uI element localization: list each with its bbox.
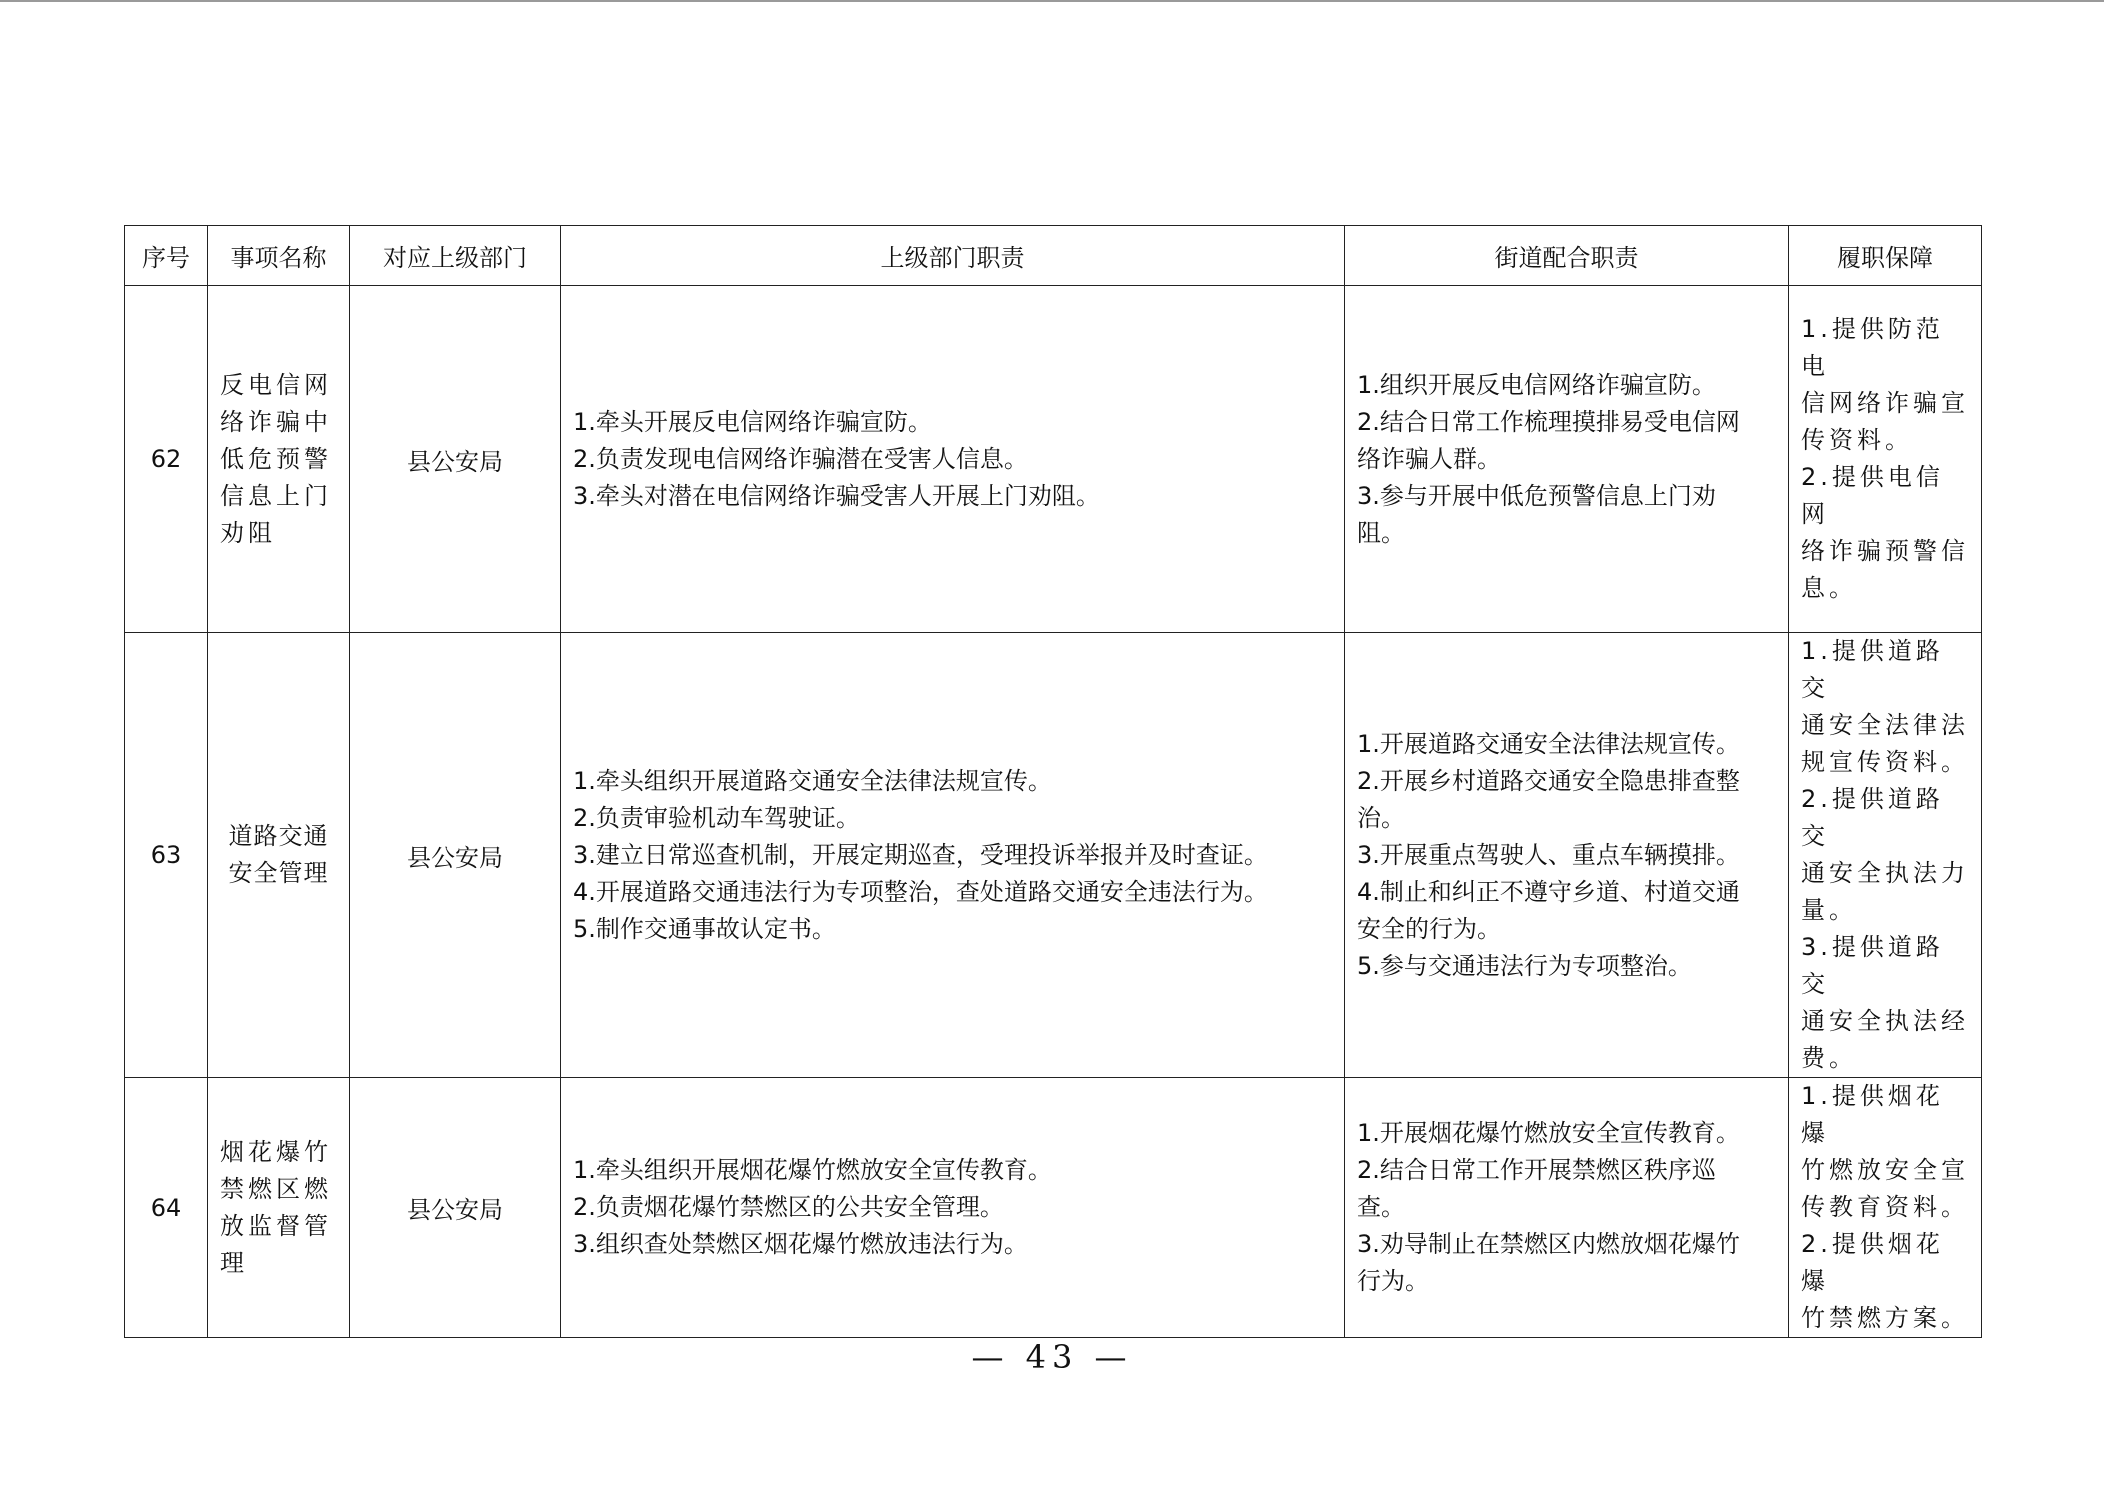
row-number: 64: [125, 1078, 208, 1338]
table-row: [125, 1078, 1982, 1338]
department-cell: 县公安局: [350, 1078, 561, 1338]
street-duty-cell: [1345, 633, 1789, 1078]
guarantee-cell: [1789, 1078, 1982, 1338]
guarantee-line: 竹禁燃方案。: [1801, 1304, 1969, 1332]
street-duty-line: 5.参与交通违法行为专项整治。: [1357, 951, 1692, 980]
guarantee-line: 竹燃放安全宣: [1801, 1156, 1969, 1184]
upper-duty-line: 5.制作交通事故认定书。: [573, 914, 836, 943]
guarantee-line: 通安全执法力: [1801, 859, 1969, 887]
guarantee-line: 规宣传资料。: [1801, 748, 1969, 776]
guarantee-line: 通安全法律法: [1801, 711, 1969, 739]
upper-duty-line: 3.组织查处禁燃区烟花爆竹燃放违法行为。: [573, 1230, 1028, 1258]
upper-duty-line: 2.负责烟花爆竹禁燃区的公共安全管理。: [573, 1193, 1004, 1221]
upper-duty-line: 1.牵头组织开展道路交通安全法律法规宣传。: [573, 766, 1052, 795]
upper-duty-cell: [561, 633, 1345, 1078]
item-name-line: 道路交通: [228, 822, 329, 850]
guarantee-line: 2.提供烟花爆: [1801, 1230, 1944, 1295]
guarantee-line: 1.提供道路交: [1801, 637, 1944, 702]
guarantee-cell: [1789, 633, 1982, 1078]
item-name-line: 放监督管: [220, 1211, 332, 1240]
guarantee-line: 通安全执法经: [1801, 1007, 1969, 1035]
guarantee-line: 费。: [1801, 1044, 1857, 1072]
upper-duty-line: 2.负责发现电信网络诈骗潜在受害人信息。: [573, 444, 1028, 473]
upper-duty-line: 1.牵头开展反电信网络诈骗宣防。: [573, 407, 932, 436]
header-cell: 街道配合职责: [1345, 226, 1789, 286]
header-cell: 履职保障: [1789, 226, 1982, 286]
upper-duty-line: 2.负责审验机动车驾驶证。: [573, 803, 860, 832]
upper-duty-line: 3.建立日常巡查机制，开展定期巡查，受理投诉举报并及时查证。: [573, 840, 1268, 869]
top-border-line: [0, 0, 2104, 2]
duty-table: [124, 225, 1982, 1338]
street-duty-line: 安全的行为。: [1357, 914, 1501, 943]
page-number: — 43 —: [971, 1338, 1133, 1376]
guarantee-line: 息。: [1801, 574, 1857, 602]
table-header-row: [125, 226, 1982, 286]
item-name-cell: [208, 286, 350, 633]
row-number: 63: [125, 633, 208, 1078]
guarantee-line: 传教育资料。: [1801, 1193, 1969, 1221]
street-duty-line: 2.结合日常工作梳理摸排易受电信网: [1357, 407, 1740, 436]
guarantee-line: 2.提供道路交: [1801, 785, 1944, 850]
guarantee-line: 信网络诈骗宣: [1801, 389, 1969, 417]
upper-duty-cell: [561, 1078, 1345, 1338]
street-duty-line: 3.参与开展中低危预警信息上门劝: [1357, 481, 1716, 510]
row-number: 62: [125, 286, 208, 633]
item-name-line: 反电信网: [220, 370, 332, 399]
street-duty-line: 3.开展重点驾驶人、重点车辆摸排。: [1357, 840, 1740, 869]
street-duty-line: 1.组织开展反电信网络诈骗宣防。: [1357, 370, 1716, 399]
street-duty-cell: [1345, 286, 1789, 633]
header-cell: 事项名称: [208, 226, 350, 286]
table-row: [125, 633, 1982, 1078]
guarantee-cell: [1789, 286, 1982, 633]
guarantee-line: 传资料。: [1801, 426, 1913, 454]
street-duty-line: 查。: [1357, 1193, 1405, 1221]
item-name-line: 络诈骗中: [220, 407, 332, 436]
upper-duty-line: 3.牵头对潜在电信网络诈骗受害人开展上门劝阻。: [573, 481, 1100, 510]
street-duty-line: 3.劝导制止在禁燃区内燃放烟花爆竹: [1357, 1230, 1740, 1258]
item-name-line: 禁燃区燃: [220, 1174, 332, 1203]
item-name-line: 信息上门: [220, 481, 332, 510]
guarantee-line: 1.提供烟花爆: [1801, 1082, 1944, 1147]
street-duty-cell: [1345, 1078, 1789, 1338]
guarantee-line: 量。: [1801, 896, 1857, 924]
item-name-line: 安全管理: [228, 859, 329, 887]
item-name-line: 低危预警: [220, 444, 332, 473]
upper-duty-line: 4.开展道路交通违法行为专项整治，查处道路交通安全违法行为。: [573, 877, 1268, 906]
upper-duty-cell: [561, 286, 1345, 633]
street-duty-line: 4.制止和纠正不遵守乡道、村道交通: [1357, 877, 1740, 906]
guarantee-line: 络诈骗预警信: [1801, 537, 1969, 565]
item-name-line: 劝阻: [220, 518, 276, 547]
department-cell: 县公安局: [350, 633, 561, 1078]
item-name-line: 烟花爆竹: [220, 1137, 332, 1166]
street-duty-line: 2.结合日常工作开展禁燃区秩序巡: [1357, 1156, 1716, 1184]
item-name-cell: [208, 1078, 350, 1338]
guarantee-line: 1.提供防范电: [1801, 315, 1944, 380]
street-duty-line: 2.开展乡村道路交通安全隐患排查整: [1357, 766, 1740, 795]
guarantee-line: 3.提供道路交: [1801, 933, 1944, 998]
header-cell: 对应上级部门: [350, 226, 561, 286]
header-cell: 序号: [125, 226, 208, 286]
department-cell: 县公安局: [350, 286, 561, 633]
street-duty-line: 络诈骗人群。: [1357, 444, 1501, 473]
header-cell: 上级部门职责: [561, 226, 1345, 286]
street-duty-line: 1.开展烟花爆竹燃放安全宣传教育。: [1357, 1119, 1740, 1147]
guarantee-line: 2.提供电信网: [1801, 463, 1944, 528]
street-duty-line: 行为。: [1357, 1267, 1429, 1295]
street-duty-line: 治。: [1357, 803, 1405, 832]
upper-duty-line: 1.牵头组织开展烟花爆竹燃放安全宣传教育。: [573, 1156, 1052, 1184]
street-duty-line: 阻。: [1357, 518, 1405, 547]
street-duty-line: 1.开展道路交通安全法律法规宣传。: [1357, 729, 1740, 758]
item-name-line: 理: [220, 1248, 248, 1277]
table-row: [125, 286, 1982, 633]
item-name-cell: [208, 633, 350, 1078]
